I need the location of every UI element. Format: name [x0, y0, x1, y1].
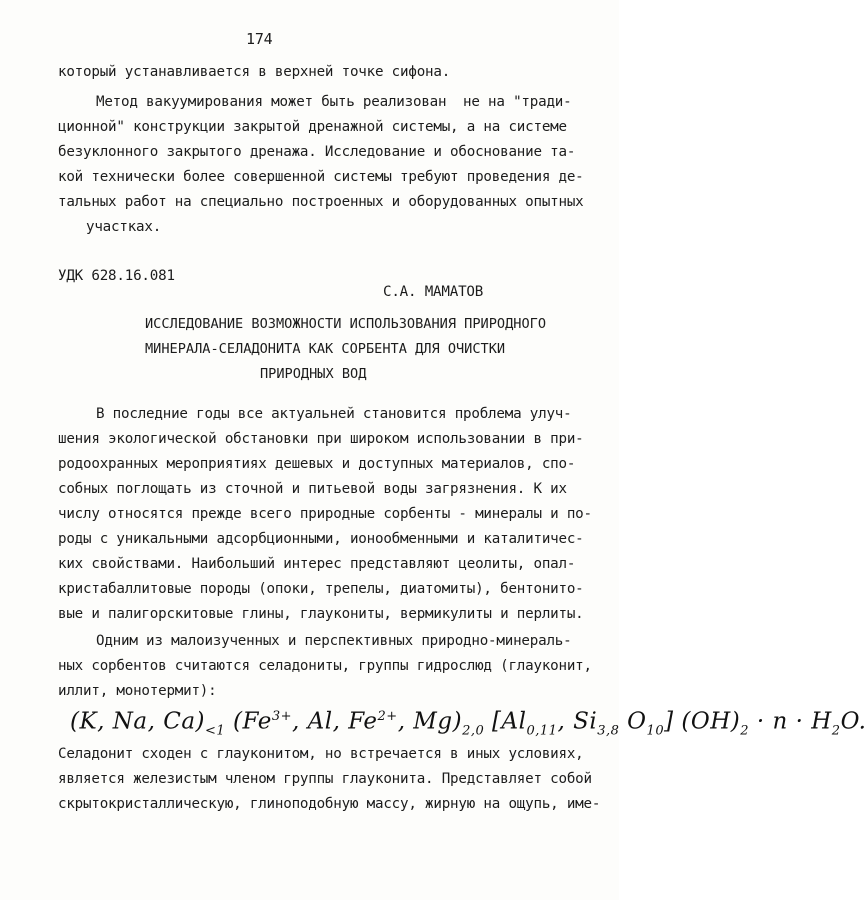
article-title-line: ИССЛЕДОВАНИЕ ВОЗМОЖНОСТИ ИСПОЛЬЗОВАНИЯ ПРИРОДНОГО — [145, 316, 547, 332]
body-line: числу относятся прежде всего природные сорбенты - минералы и по- — [58, 506, 592, 522]
article-title-line: МИНЕРАЛА-СЕЛАДОНИТА КАК СОРБЕНТА ДЛЯ ОЧИСТКИ — [145, 341, 506, 357]
intro-line: кой технически более совершенной системы требуют проведения де- — [58, 169, 584, 185]
body-line: родоохранных мероприятиях дешевых и доступных материалов, спо- — [58, 456, 576, 472]
body-line: Селадонит сходен с глауконитом, но встречается в иных условиях, — [58, 746, 584, 762]
chemical-formula: (K, Na, $Ca)_{<1}$ ($Fe^{3+}$, Al, $Fe^{2+}$, $Mg)_{2,0}$ [$Al_{0,11}$, $Si_{3,8}$ $O_{10}$] $(OH)_2 \cdot n \cdot H_2O$. — [70, 708, 866, 739]
body-line: скрытокристаллическую, глиноподобную массу, жирную на ощупь, име- — [58, 796, 601, 812]
body-line: ных сорбентов считаются селадониты, группы гидрослюд (глауконит, — [58, 658, 592, 674]
body-line: собных поглощать из сточной и питьевой воды загрязнения. К их — [58, 481, 567, 497]
intro-line: участках. — [86, 219, 162, 235]
body-line: является железистым членом группы глауконита. Представляет собой — [58, 771, 592, 787]
intro-line: ционной" конструкции закрытой дренажной системы, а на системе — [58, 119, 567, 135]
udk-code: УДК 628.16.081 — [58, 268, 175, 284]
intro-line: безуклонного закрытого дренажа. Исследование и обоснование та- — [58, 144, 576, 160]
body-line: В последние годы все актуальней становится проблема улуч- — [96, 406, 572, 422]
intro-line: тальных работ на специально построенных и оборудованных опытных — [58, 194, 584, 210]
body-line: ких свойствами. Наибольший интерес представляют цеолиты, опал- — [58, 556, 576, 572]
article-title-line: ПРИРОДНЫХ ВОД — [260, 366, 367, 382]
author-name: С.А. МАМАТОВ — [383, 284, 484, 300]
intro-line: который устанавливается в верхней точке сифона. — [58, 64, 451, 80]
body-line: Одним из малоизученных и перспективных природно-минераль- — [96, 633, 572, 649]
body-line: роды с уникальными адсорбционными, ионообменными и каталитичес- — [58, 531, 584, 547]
body-line: иллит, монотермит): — [58, 683, 217, 699]
body-line: вые и палигорскитовые глины, глаукониты, вермикулиты и перлиты. — [58, 606, 584, 622]
page-number: 174 — [246, 30, 273, 48]
body-line: шения экологической обстановки при широком использовании в при- — [58, 431, 584, 447]
intro-line: Метод вакуумирования может быть реализован не на "тради- — [96, 94, 572, 110]
body-line: кристабаллитовые породы (опоки, трепелы, диатомиты), бентонито- — [58, 581, 584, 597]
